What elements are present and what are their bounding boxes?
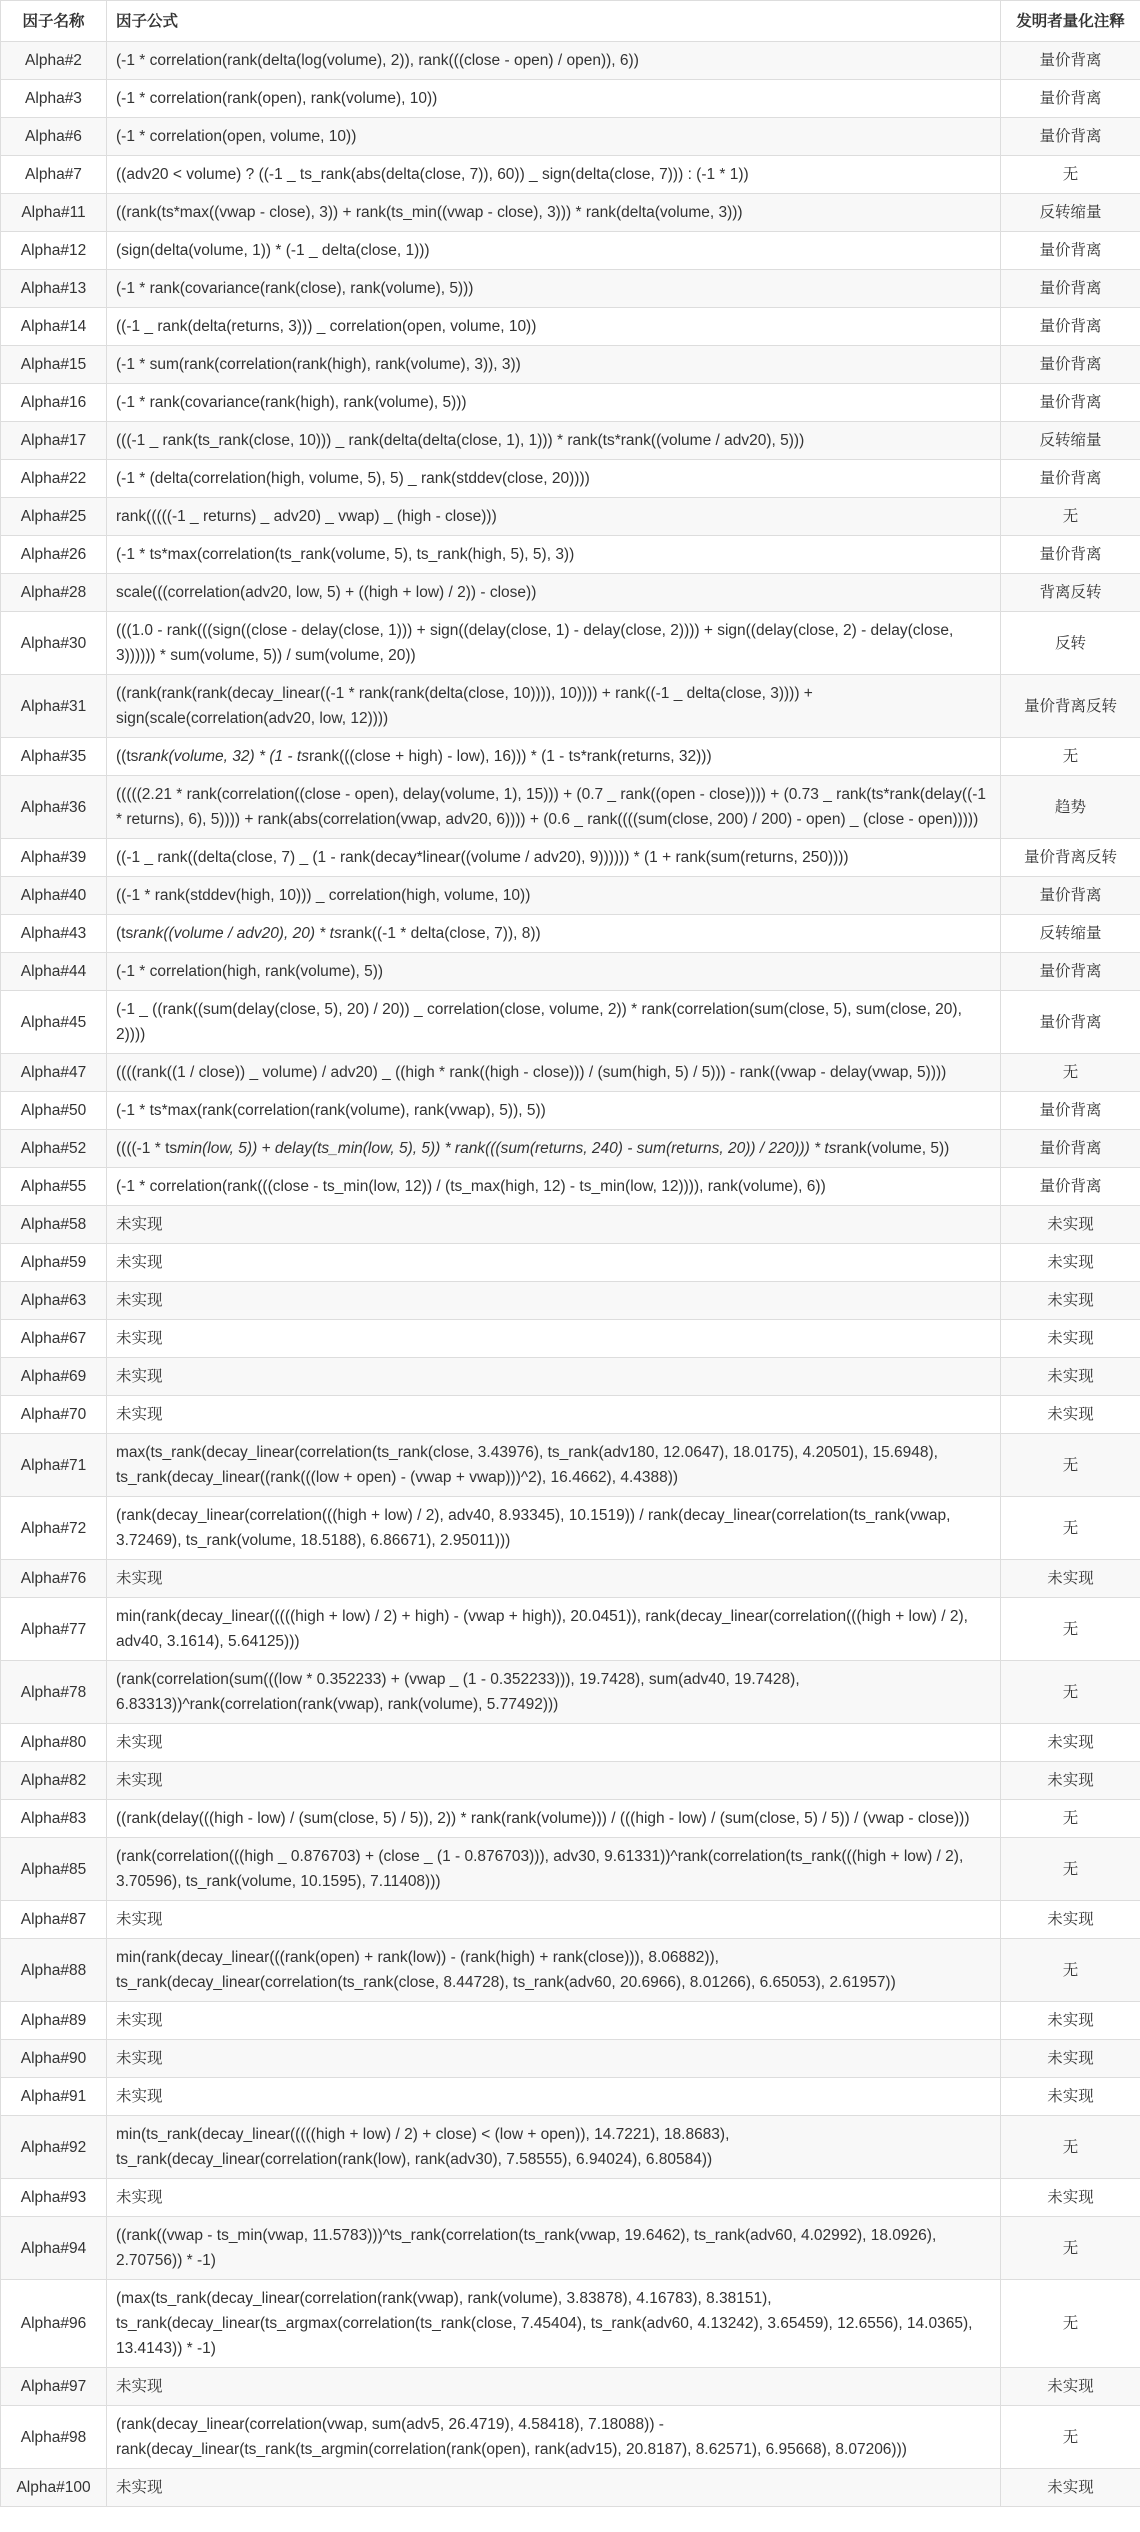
inventor-note-cell: 量价背离 <box>1001 346 1140 384</box>
factor-name-cell: Alpha#94 <box>1 2217 107 2280</box>
inventor-note-cell: 量价背离 <box>1001 991 1140 1054</box>
inventor-note-cell: 未实现 <box>1001 1396 1140 1434</box>
inventor-note-cell: 未实现 <box>1001 1724 1140 1762</box>
inventor-note-cell: 未实现 <box>1001 2179 1140 2217</box>
table-row <box>1 118 1140 156</box>
table-row <box>1 2368 1140 2406</box>
factor-name-cell: Alpha#67 <box>1 1320 107 1358</box>
inventor-note-cell: 量价背离 <box>1001 384 1140 422</box>
inventor-note-cell: 无 <box>1001 2116 1140 2179</box>
header-row <box>1 1 1140 42</box>
table-row <box>1 776 1140 839</box>
factor-name-cell: Alpha#39 <box>1 839 107 877</box>
table-row <box>1 1358 1140 1396</box>
table-row <box>1 460 1140 498</box>
table-row <box>1 738 1140 776</box>
factor-formula-cell: 未实现 <box>107 1560 1001 1598</box>
factor-formula-cell: (-1 * correlation(open, volume, 10)) <box>107 118 1001 156</box>
table-row <box>1 1054 1140 1092</box>
table-row <box>1 1838 1140 1901</box>
table-row <box>1 1320 1140 1358</box>
factor-formula-cell: (-1 * ts*max(rank(correlation(rank(volume), rank(vwap), 5)), 5)) <box>107 1092 1001 1130</box>
table-row <box>1 1168 1140 1206</box>
inventor-note-cell: 量价背离 <box>1001 42 1140 80</box>
inventor-note-cell: 量价背离 <box>1001 953 1140 991</box>
factor-formula-cell: 未实现 <box>107 2078 1001 2116</box>
factor-name-cell: Alpha#77 <box>1 1598 107 1661</box>
inventor-note-cell: 量价背离 <box>1001 1130 1140 1168</box>
inventor-note-cell: 量价背离反转 <box>1001 675 1140 738</box>
inventor-note-cell: 量价背离 <box>1001 1092 1140 1130</box>
factor-name-cell: Alpha#17 <box>1 422 107 460</box>
table-row <box>1 675 1140 738</box>
factor-formula-cell: min(rank(decay_linear(((rank(open) + rank(low)) - (rank(high) + rank(close))), 8.06882)), ts_rank(decay_linear(correlation(ts_rank(close, 8.44728), ts_rank(adv60, 20.6966), 8.01266), 6.65053), 2.61957)) <box>107 1939 1001 2002</box>
inventor-note-cell: 无 <box>1001 498 1140 536</box>
table-row <box>1 2179 1140 2217</box>
factor-formula-cell: scale(((correlation(adv20, low, 5) + ((high + low) / 2)) - close)) <box>107 574 1001 612</box>
factor-name-cell: Alpha#83 <box>1 1800 107 1838</box>
table-row <box>1 1661 1140 1724</box>
inventor-note-cell: 未实现 <box>1001 1762 1140 1800</box>
table-row <box>1 80 1140 118</box>
factor-formula-cell: 未实现 <box>107 2040 1001 2078</box>
factor-formula-cell: ((-1 _ rank((delta(close, 7) _ (1 - rank(decay*linear((volume / adv20), 9)))))) * (1 + rank(sum(returns, 250)))) <box>107 839 1001 877</box>
factor-name-cell: Alpha#47 <box>1 1054 107 1092</box>
factor-formula-cell: 未实现 <box>107 1320 1001 1358</box>
factor-formula-cell: min(rank(decay_linear(((((high + low) / 2) + high) - (vwap + high)), 20.0451)), rank(decay_linear(correlation(((high + low) / 2), adv40, 3.1614), 5.64125))) <box>107 1598 1001 1661</box>
factor-formula-cell: 未实现 <box>107 1282 1001 1320</box>
inventor-note-cell: 无 <box>1001 1497 1140 1560</box>
inventor-note-cell: 反转缩量 <box>1001 915 1140 953</box>
factor-formula-cell: max(ts_rank(decay_linear(correlation(ts_rank(close, 3.43976), ts_rank(adv180, 12.0647), 18.0175), 4.20501), 15.6948), ts_rank(decay_linear((rank(((low + open) - (vwap + vwap)))^2), 16.4662), 4.4388)) <box>107 1434 1001 1497</box>
inventor-note-cell: 量价背离 <box>1001 1168 1140 1206</box>
table-row <box>1 612 1140 675</box>
factor-name-cell: Alpha#44 <box>1 953 107 991</box>
factor-name-cell: Alpha#31 <box>1 675 107 738</box>
factor-formula-cell <box>107 915 1001 953</box>
formula-fragment: rank(volume, 32) * (1 - ts <box>138 748 309 765</box>
factor-formula-cell: 未实现 <box>107 2179 1001 2217</box>
factor-formula-cell: ((rank(delay(((high - low) / (sum(close, 5) / 5)), 2)) * rank(rank(volume))) / (((high - low) / (sum(close, 5) / 5)) / (vwap - close))) <box>107 1800 1001 1838</box>
factor-formula-cell: (((-1 _ rank(ts_rank(close, 10))) _ rank(delta(delta(close, 1), 1))) * rank(ts*rank((volume / adv20), 5))) <box>107 422 1001 460</box>
factor-name-cell: Alpha#3 <box>1 80 107 118</box>
factor-formula-cell: 未实现 <box>107 1358 1001 1396</box>
factor-name-cell: Alpha#26 <box>1 536 107 574</box>
inventor-note-cell: 反转 <box>1001 612 1140 675</box>
formula-fragment: rank(((close + high) - low), 16))) * (1 - ts*rank(returns, 32))) <box>308 748 712 765</box>
header-factor-formula: 因子公式 <box>107 1 1001 42</box>
table-row <box>1 877 1140 915</box>
factor-name-cell: Alpha#59 <box>1 1244 107 1282</box>
factor-formula-cell <box>107 738 1001 776</box>
factor-name-cell: Alpha#45 <box>1 991 107 1054</box>
factor-name-cell: Alpha#93 <box>1 2179 107 2217</box>
formula-fragment: rank(volume, 5)) <box>836 1140 950 1157</box>
factor-formula-cell: 未实现 <box>107 1901 1001 1939</box>
factor-name-cell: Alpha#96 <box>1 2280 107 2368</box>
factor-formula-cell: ((adv20 < volume) ? ((-1 _ ts_rank(abs(delta(close, 7)), 60)) _ sign(delta(close, 7))) : (-1 * 1)) <box>107 156 1001 194</box>
factor-formula-cell: ((rank((vwap - ts_min(vwap, 11.5783)))^ts_rank(correlation(ts_rank(vwap, 19.6462), ts_rank(adv60, 4.02992), 18.0926), 2.70756)) * -1) <box>107 2217 1001 2280</box>
factor-formula-cell: ((rank(ts*max((vwap - close), 3)) + rank(ts_min((vwap - close), 3))) * rank(delta(volume, 3))) <box>107 194 1001 232</box>
table-row <box>1 1939 1140 2002</box>
factor-name-cell: Alpha#11 <box>1 194 107 232</box>
factor-name-cell: Alpha#78 <box>1 1661 107 1724</box>
factor-formula-cell <box>107 1130 1001 1168</box>
factor-formula-cell: ((-1 * rank(stddev(high, 10))) _ correlation(high, volume, 10)) <box>107 877 1001 915</box>
factor-formula-cell: 未实现 <box>107 2368 1001 2406</box>
inventor-note-cell: 未实现 <box>1001 1320 1140 1358</box>
factor-name-cell: Alpha#2 <box>1 42 107 80</box>
inventor-note-cell: 未实现 <box>1001 2002 1140 2040</box>
factor-name-cell: Alpha#82 <box>1 1762 107 1800</box>
table-row <box>1 384 1140 422</box>
factor-formula-cell: (-1 * (delta(correlation(high, volume, 5), 5) _ rank(stddev(close, 20)))) <box>107 460 1001 498</box>
factor-name-cell: Alpha#25 <box>1 498 107 536</box>
table-row <box>1 2280 1140 2368</box>
table-row <box>1 270 1140 308</box>
table-row <box>1 1396 1140 1434</box>
factor-name-cell: Alpha#16 <box>1 384 107 422</box>
factor-formula-cell: (sign(delta(volume, 1)) * (-1 _ delta(close, 1))) <box>107 232 1001 270</box>
factor-formula-cell: (rank(decay_linear(correlation(((high + low) / 2), adv40, 8.93345), 10.1519)) / rank(decay_linear(correlation(ts_rank(vwap, 3.72469), ts_rank(volume, 18.5188), 6.86671), 2.95011))) <box>107 1497 1001 1560</box>
factor-name-cell: Alpha#88 <box>1 1939 107 2002</box>
factor-formula-cell: (-1 * rank(covariance(rank(high), rank(volume), 5))) <box>107 384 1001 422</box>
factor-formula-cell: ((((rank((1 / close)) _ volume) / adv20) _ ((high * rank((high - close))) / (sum(high, 5) / 5))) - rank((vwap - delay(vwap, 5)))) <box>107 1054 1001 1092</box>
table-row <box>1 2116 1140 2179</box>
factor-name-cell: Alpha#7 <box>1 156 107 194</box>
factor-formula-cell: (rank(correlation(sum(((low * 0.352233) + (vwap _ (1 - 0.352233))), 19.7428), sum(adv40, 19.7428), 6.83313))^rank(correlation(rank(vwap), rank(volume), 5.77492))) <box>107 1661 1001 1724</box>
factor-name-cell: Alpha#36 <box>1 776 107 839</box>
table-row <box>1 991 1140 1054</box>
factor-name-cell: Alpha#89 <box>1 2002 107 2040</box>
inventor-note-cell: 量价背离 <box>1001 118 1140 156</box>
factor-name-cell: Alpha#6 <box>1 118 107 156</box>
inventor-note-cell: 无 <box>1001 1661 1140 1724</box>
inventor-note-cell: 无 <box>1001 1598 1140 1661</box>
inventor-note-cell: 量价背离 <box>1001 536 1140 574</box>
factor-name-cell: Alpha#12 <box>1 232 107 270</box>
inventor-note-cell: 无 <box>1001 2406 1140 2469</box>
factor-formula-cell: rank(((((-1 _ returns) _ adv20) _ vwap) _ (high - close))) <box>107 498 1001 536</box>
table-row <box>1 1724 1140 1762</box>
factor-formula-cell: (rank(decay_linear(correlation(vwap, sum(adv5, 26.4719), 4.58418), 7.18088)) - rank(decay_linear(ts_rank(ts_argmin(correlation(rank(open), rank(adv15), 20.8187), 8.62571), 6.95668), 8.07206))) <box>107 2406 1001 2469</box>
header-factor-name: 因子名称 <box>1 1 107 42</box>
header-inventor-note: 发明者量化注释 <box>1001 1 1140 42</box>
inventor-note-cell: 反转缩量 <box>1001 194 1140 232</box>
inventor-note-cell: 无 <box>1001 1054 1140 1092</box>
factor-formula-cell: (max(ts_rank(decay_linear(correlation(rank(vwap), rank(volume), 3.83878), 4.16783), 8.38151), ts_rank(decay_linear(ts_argmax(correlation(ts_rank(close, 7.45404), ts_rank(adv60, 4.13242), 3.65459), 12.6556), 14.0365), 13.4143)) * -1) <box>107 2280 1001 2368</box>
table-row <box>1 2469 1140 2507</box>
table-row <box>1 1560 1140 1598</box>
table-body <box>1 42 1140 2507</box>
factor-name-cell: Alpha#30 <box>1 612 107 675</box>
inventor-note-cell: 趋势 <box>1001 776 1140 839</box>
factor-name-cell: Alpha#90 <box>1 2040 107 2078</box>
factor-name-cell: Alpha#40 <box>1 877 107 915</box>
table-row <box>1 346 1140 384</box>
inventor-note-cell: 未实现 <box>1001 1358 1140 1396</box>
factor-name-cell: Alpha#98 <box>1 2406 107 2469</box>
table-row <box>1 1800 1140 1838</box>
factor-name-cell: Alpha#43 <box>1 915 107 953</box>
factor-formula-cell: min(ts_rank(decay_linear(((((high + low) / 2) + close) < (low + open)), 14.7221), 18.8683), ts_rank(decay_linear(correlation(rank(low), rank(adv30), 7.58555), 6.94024), 6.80584)) <box>107 2116 1001 2179</box>
table-row <box>1 232 1140 270</box>
factor-formula-cell: ((rank(rank(rank(decay_linear((-1 * rank(rank(delta(close, 10)))), 10)))) + rank((-1 _ delta(close, 3)))) + sign(scale(correlation(adv20, low, 12)))) <box>107 675 1001 738</box>
factor-name-cell: Alpha#87 <box>1 1901 107 1939</box>
factor-formula-cell: (-1 * correlation(high, rank(volume), 5)) <box>107 953 1001 991</box>
inventor-note-cell: 无 <box>1001 1939 1140 2002</box>
formula-fragment: rank((volume / adv20), 20) * ts <box>133 925 342 942</box>
inventor-note-cell: 未实现 <box>1001 1244 1140 1282</box>
table-row <box>1 1206 1140 1244</box>
inventor-note-cell: 量价背离 <box>1001 80 1140 118</box>
table-row <box>1 915 1140 953</box>
table-row <box>1 1497 1140 1560</box>
inventor-note-cell: 无 <box>1001 1800 1140 1838</box>
table-row <box>1 1244 1140 1282</box>
factor-name-cell: Alpha#22 <box>1 460 107 498</box>
table-row <box>1 2217 1140 2280</box>
factor-formula-cell: 未实现 <box>107 1762 1001 1800</box>
inventor-note-cell: 无 <box>1001 2217 1140 2280</box>
inventor-note-cell: 无 <box>1001 1434 1140 1497</box>
inventor-note-cell: 无 <box>1001 738 1140 776</box>
table-row <box>1 1282 1140 1320</box>
factor-formula-cell: (-1 * ts*max(correlation(ts_rank(volume, 5), ts_rank(high, 5), 5), 3)) <box>107 536 1001 574</box>
inventor-note-cell: 无 <box>1001 2280 1140 2368</box>
inventor-note-cell: 反转缩量 <box>1001 422 1140 460</box>
formula-fragment: ((ts <box>116 748 139 765</box>
factor-name-cell: Alpha#71 <box>1 1434 107 1497</box>
table-row <box>1 2078 1140 2116</box>
table-row <box>1 1434 1140 1497</box>
factor-formula-cell: 未实现 <box>107 1396 1001 1434</box>
factor-formula-cell: 未实现 <box>107 1206 1001 1244</box>
inventor-note-cell: 未实现 <box>1001 2368 1140 2406</box>
factor-name-cell: Alpha#63 <box>1 1282 107 1320</box>
table-row <box>1 2002 1140 2040</box>
factor-name-cell: Alpha#15 <box>1 346 107 384</box>
factor-name-cell: Alpha#80 <box>1 1724 107 1762</box>
table-row <box>1 422 1140 460</box>
inventor-note-cell: 背离反转 <box>1001 574 1140 612</box>
factor-name-cell: Alpha#91 <box>1 2078 107 2116</box>
factor-formula-cell: (-1 * correlation(rank(open), rank(volume), 10)) <box>107 80 1001 118</box>
factor-name-cell: Alpha#72 <box>1 1497 107 1560</box>
factor-name-cell: Alpha#69 <box>1 1358 107 1396</box>
factor-name-cell: Alpha#50 <box>1 1092 107 1130</box>
factor-formula-cell: (-1 * correlation(rank(((close - ts_min(low, 12)) / (ts_max(high, 12) - ts_min(low, 12)))), rank(volume), 6)) <box>107 1168 1001 1206</box>
inventor-note-cell: 量价背离反转 <box>1001 839 1140 877</box>
table-row <box>1 2040 1140 2078</box>
factor-name-cell: Alpha#70 <box>1 1396 107 1434</box>
table-row <box>1 308 1140 346</box>
factor-name-cell: Alpha#52 <box>1 1130 107 1168</box>
table-row <box>1 1092 1140 1130</box>
inventor-note-cell: 未实现 <box>1001 2040 1140 2078</box>
inventor-note-cell: 量价背离 <box>1001 232 1140 270</box>
table-row <box>1 1130 1140 1168</box>
factor-formula-cell: 未实现 <box>107 2469 1001 2507</box>
table-row <box>1 42 1140 80</box>
table-header <box>1 1 1140 42</box>
formula-fragment: rank((-1 * delta(close, 7)), 8)) <box>341 925 541 942</box>
inventor-note-cell: 量价背离 <box>1001 877 1140 915</box>
formula-fragment: (ts <box>116 925 134 942</box>
inventor-note-cell: 无 <box>1001 156 1140 194</box>
factor-name-cell: Alpha#58 <box>1 1206 107 1244</box>
factor-name-cell: Alpha#100 <box>1 2469 107 2507</box>
factor-formula-cell: 未实现 <box>107 1244 1001 1282</box>
inventor-note-cell: 未实现 <box>1001 1282 1140 1320</box>
factor-name-cell: Alpha#85 <box>1 1838 107 1901</box>
factor-formula-cell: (-1 _ ((rank((sum(delay(close, 5), 20) / 20)) _ correlation(close, volume, 2)) * rank(correlation(sum(close, 5), sum(close, 20), 2)))) <box>107 991 1001 1054</box>
inventor-note-cell: 未实现 <box>1001 1560 1140 1598</box>
table-row <box>1 1762 1140 1800</box>
table-row <box>1 1598 1140 1661</box>
inventor-note-cell: 量价背离 <box>1001 308 1140 346</box>
factor-name-cell: Alpha#35 <box>1 738 107 776</box>
inventor-note-cell: 未实现 <box>1001 2078 1140 2116</box>
table-row <box>1 156 1140 194</box>
formula-fragment: ((((-1 * ts <box>116 1140 178 1157</box>
table-row <box>1 536 1140 574</box>
factor-formula-cell: (((((2.21 * rank(correlation((close - open), delay(volume, 1), 15))) + (0.7 _ rank((open - close)))) + (0.73 _ rank(ts*rank(delay((-1 * returns), 6), 5)))) + rank(abs(correlation(vwap, adv20, 6)))) + (0.6 _ rank((((sum(close, 200) / 200) - open) _ (close - open))))) <box>107 776 1001 839</box>
factor-formula-cell: ((-1 _ rank(delta(returns, 3))) _ correlation(open, volume, 10)) <box>107 308 1001 346</box>
inventor-note-cell: 量价背离 <box>1001 270 1140 308</box>
table-row <box>1 839 1140 877</box>
factor-name-cell: Alpha#55 <box>1 1168 107 1206</box>
factor-formula-cell: 未实现 <box>107 1724 1001 1762</box>
factor-formula-cell: (rank(correlation(((high _ 0.876703) + (close _ (1 - 0.876703))), adv30, 9.61331))^rank(correlation(ts_rank(((high + low) / 2), 3.70596), ts_rank(volume, 10.1595), 7.11408))) <box>107 1838 1001 1901</box>
formula-fragment: min(low, 5)) + delay(ts_min(low, 5), 5)) * rank(((sum(returns, 240) - sum(returns, 20)) / 220))) * ts <box>177 1140 837 1157</box>
inventor-note-cell: 未实现 <box>1001 1901 1140 1939</box>
factor-name-cell: Alpha#28 <box>1 574 107 612</box>
inventor-note-cell: 无 <box>1001 1838 1140 1901</box>
factor-name-cell: Alpha#14 <box>1 308 107 346</box>
factor-formula-cell: (-1 * correlation(rank(delta(log(volume), 2)), rank(((close - open) / open)), 6)) <box>107 42 1001 80</box>
inventor-note-cell: 未实现 <box>1001 1206 1140 1244</box>
factor-formula-cell: (-1 * rank(covariance(rank(close), rank(volume), 5))) <box>107 270 1001 308</box>
table-row <box>1 953 1140 991</box>
table-row <box>1 1901 1140 1939</box>
factor-formula-cell: (((1.0 - rank(((sign((close - delay(close, 1))) + sign((delay(close, 1) - delay(close, 2)))) + sign((delay(close, 2) - delay(close, 3)))))) * sum(volume, 5)) / sum(volume, 20)) <box>107 612 1001 675</box>
table-row <box>1 574 1140 612</box>
table-row <box>1 2406 1140 2469</box>
factor-formula-cell: (-1 * sum(rank(correlation(rank(high), rank(volume), 3)), 3)) <box>107 346 1001 384</box>
table-row <box>1 194 1140 232</box>
inventor-note-cell: 未实现 <box>1001 2469 1140 2507</box>
factor-name-cell: Alpha#92 <box>1 2116 107 2179</box>
factor-name-cell: Alpha#97 <box>1 2368 107 2406</box>
factor-name-cell: Alpha#76 <box>1 1560 107 1598</box>
factor-formula-cell: 未实现 <box>107 2002 1001 2040</box>
inventor-note-cell: 量价背离 <box>1001 460 1140 498</box>
factor-name-cell: Alpha#13 <box>1 270 107 308</box>
table-row <box>1 498 1140 536</box>
